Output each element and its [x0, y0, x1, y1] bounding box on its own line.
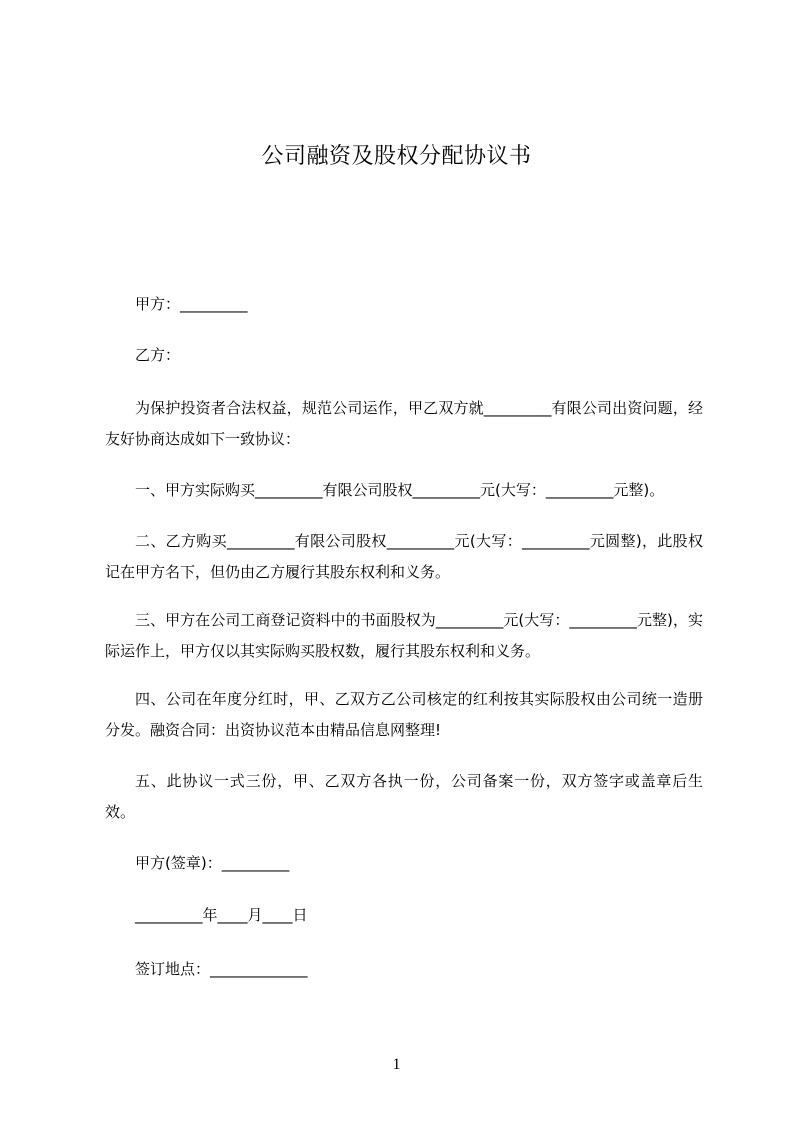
document-title: 公司融资及股权分配协议书	[261, 144, 532, 169]
clause-1: 一、甲方实际购买_________有限公司股权_________元(大写：_________元整)。	[135, 481, 665, 499]
page-number: 1	[392, 1056, 401, 1073]
clause-2: 二、乙方购买_________有限公司股权_________元(大写：_________元圆整)，此股权记在甲方名下，但仍由乙方履行其股东权利和义务。	[105, 532, 703, 581]
party-a-signature-line: 甲方(签章)：_________	[135, 854, 290, 872]
signing-place-line: 签订地点：_____________	[135, 960, 308, 978]
clause-4: 四、公司在年度分红时，甲、乙双方乙公司核定的红利按其实际股权由公司统一造册分发。融资合同：出资协议范本由精品信息网整理!	[105, 690, 703, 739]
party-b-line: 乙方：	[135, 346, 181, 364]
signing-date-line: _________年____月____日	[135, 906, 308, 924]
intro-paragraph: 为保护投资者合法权益，规范公司运作，甲乙双方就_________有限公司出资问题，经友好协商达成如下一致协议：	[105, 399, 703, 448]
clause-5: 五、此协议一式三份，甲、乙双方各执一份，公司备案一份，双方签字或盖章后生效。	[105, 772, 703, 821]
party-a-line: 甲方：_________	[135, 295, 248, 313]
clause-3: 三、甲方在公司工商登记资料中的书面股权为_________元(大写：_________元整)，实际运作上，甲方仅以其实际购买股权数，履行其股东权利和义务。	[105, 611, 703, 660]
